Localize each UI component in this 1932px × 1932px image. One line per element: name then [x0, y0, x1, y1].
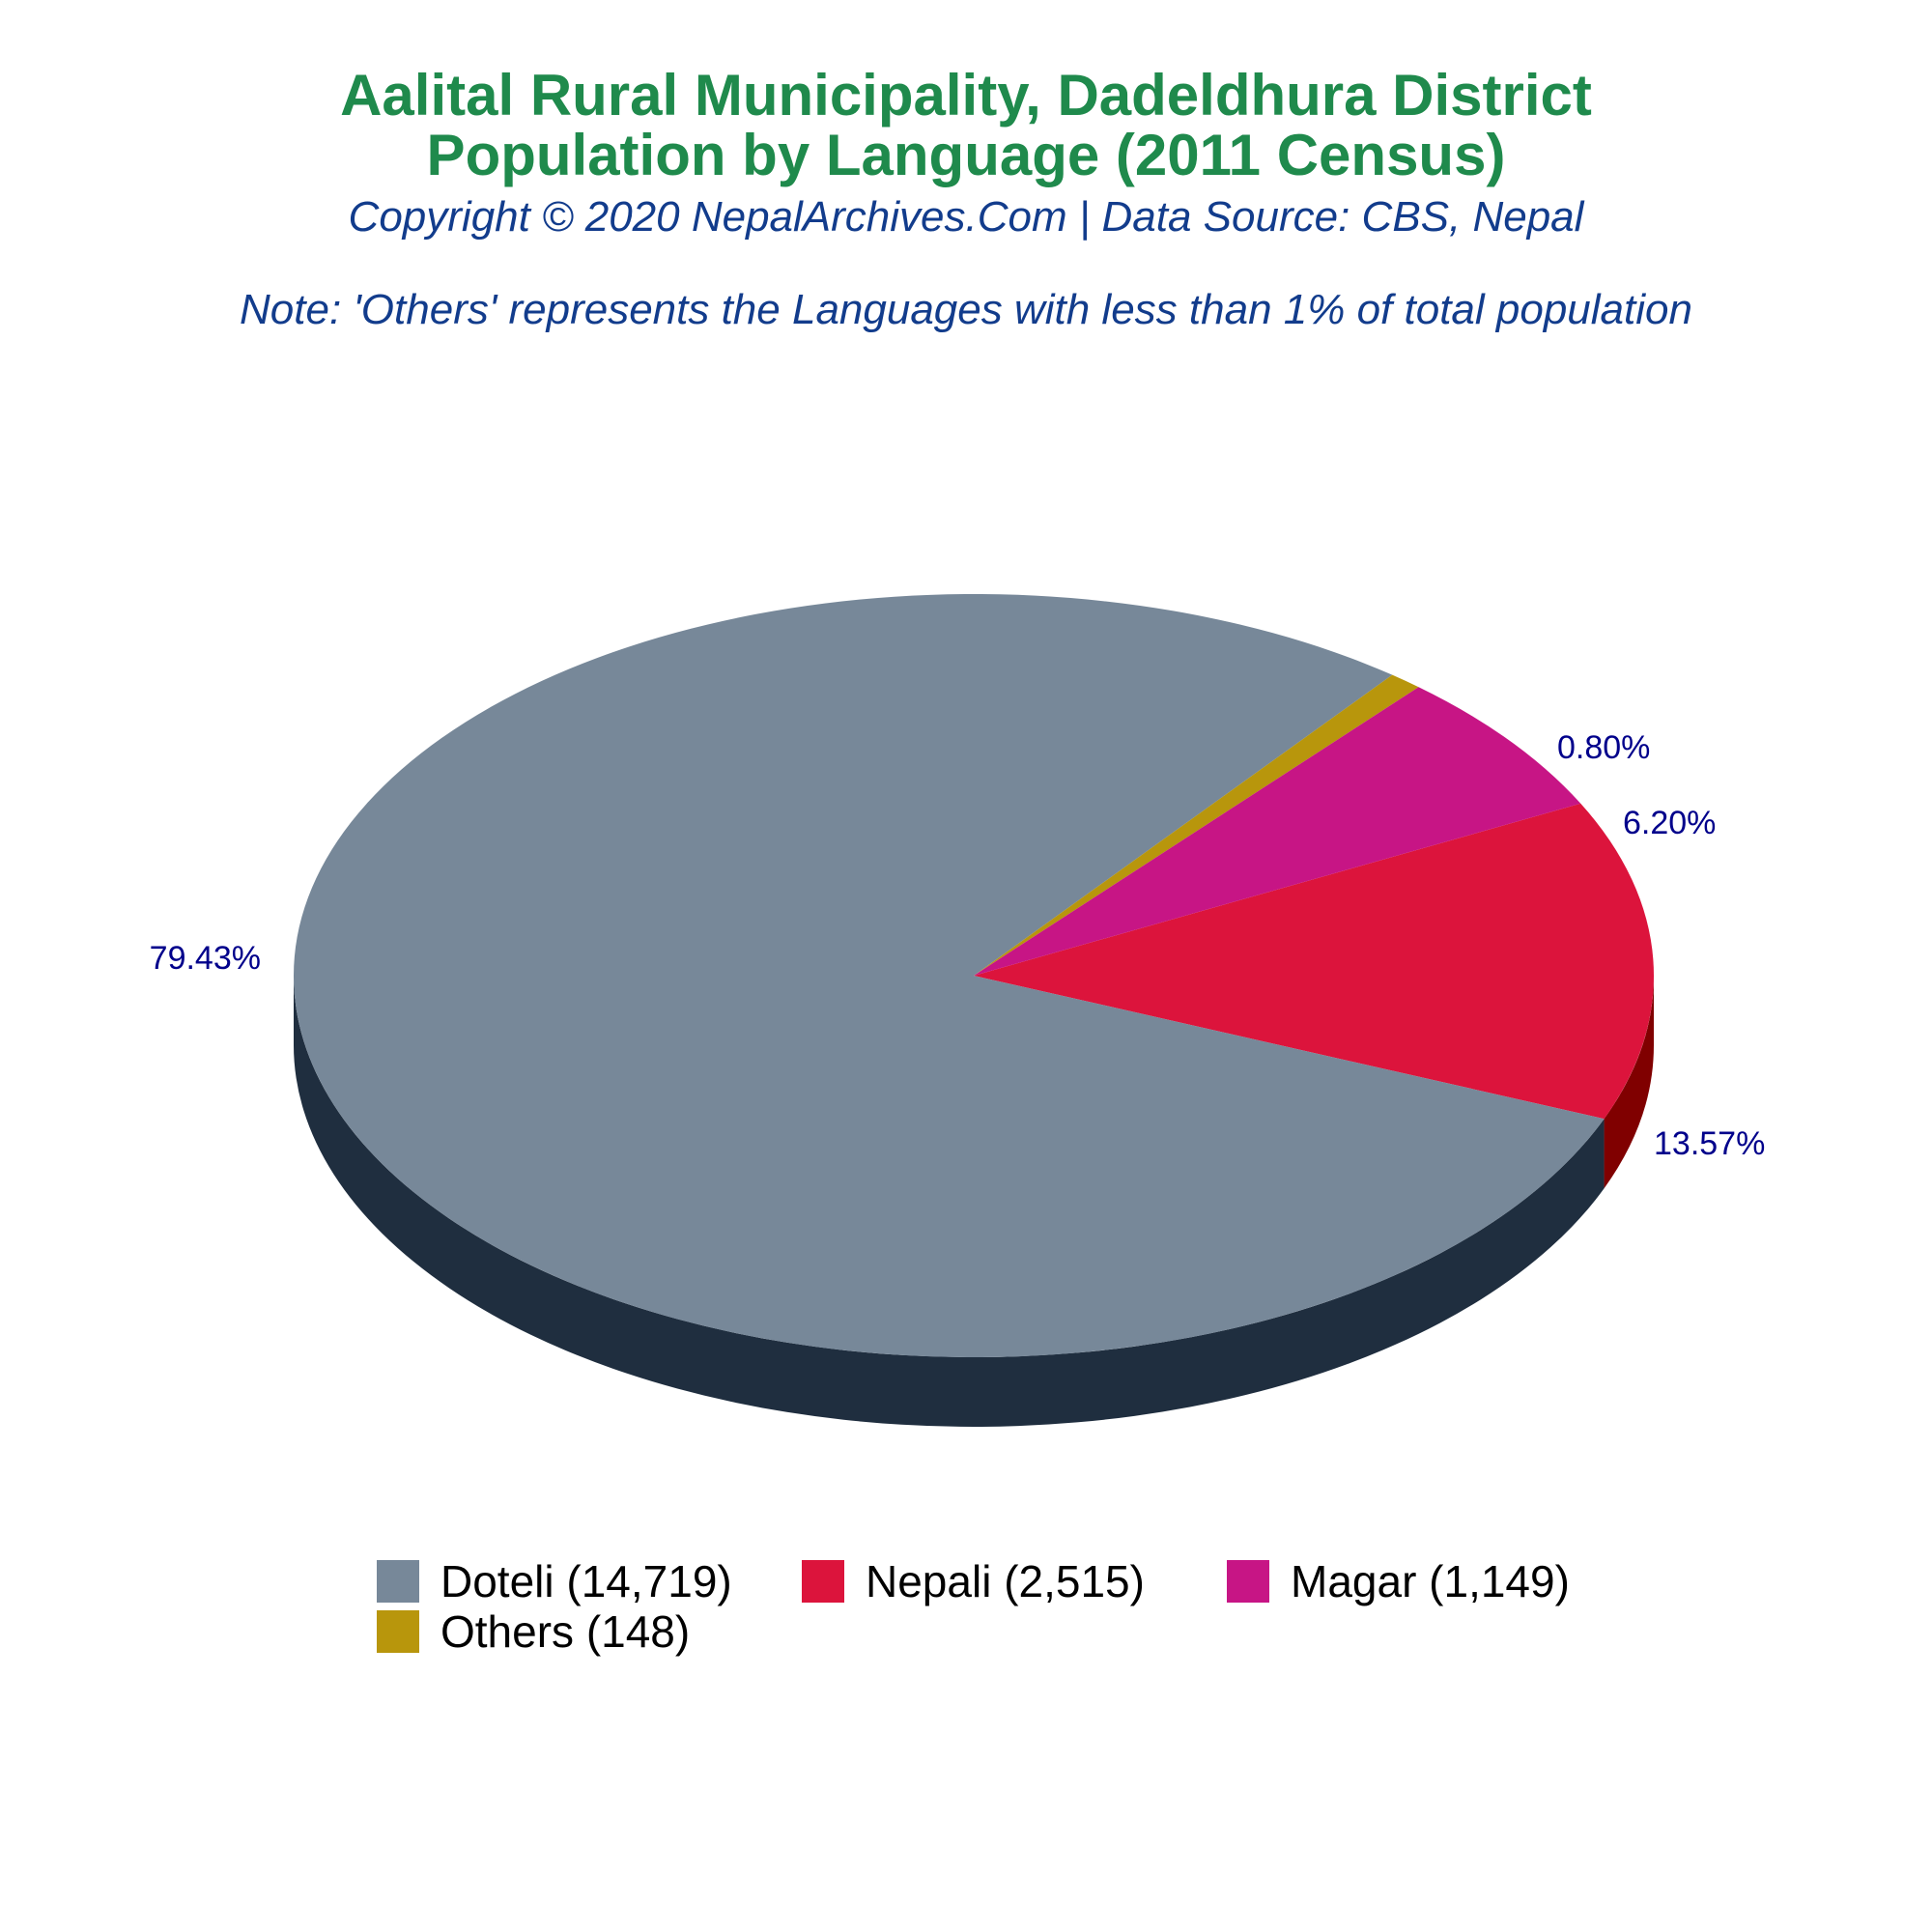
slice-label-doteli: 79.43% — [149, 940, 261, 977]
legend-item-nepali — [802, 1555, 1145, 1607]
legend-item-doteli — [377, 1555, 732, 1607]
legend-label: Others (148) — [440, 1606, 691, 1657]
legend-label: Nepali (2,515) — [866, 1556, 1145, 1606]
legend-swatch — [802, 1560, 844, 1603]
legend-swatch — [1227, 1560, 1269, 1603]
legend-label: Magar (1,149) — [1291, 1556, 1570, 1606]
legend-label: Doteli (14,719) — [440, 1556, 732, 1606]
chart-title-line1: Aalital Rural Municipality, Dadeldhura District — [340, 63, 1592, 128]
chart-subtitle: Copyright © 2020 NepalArchives.Com | Data Source: CBS, Nepal — [348, 193, 1584, 241]
legend-item-others — [377, 1605, 690, 1658]
chart-title-line2: Population by Language (2011 Census) — [426, 123, 1506, 187]
chart-note: Note: 'Others' represents the Languages with less than 1% of total population — [240, 286, 1692, 333]
slice-label-nepali: 13.57% — [1654, 1125, 1766, 1162]
legend-swatch — [377, 1610, 419, 1653]
slice-label-magar: 6.20% — [1623, 805, 1717, 841]
slice-label-others: 0.80% — [1557, 729, 1651, 766]
legend-swatch — [377, 1560, 419, 1603]
legend-item-magar — [1227, 1555, 1570, 1607]
